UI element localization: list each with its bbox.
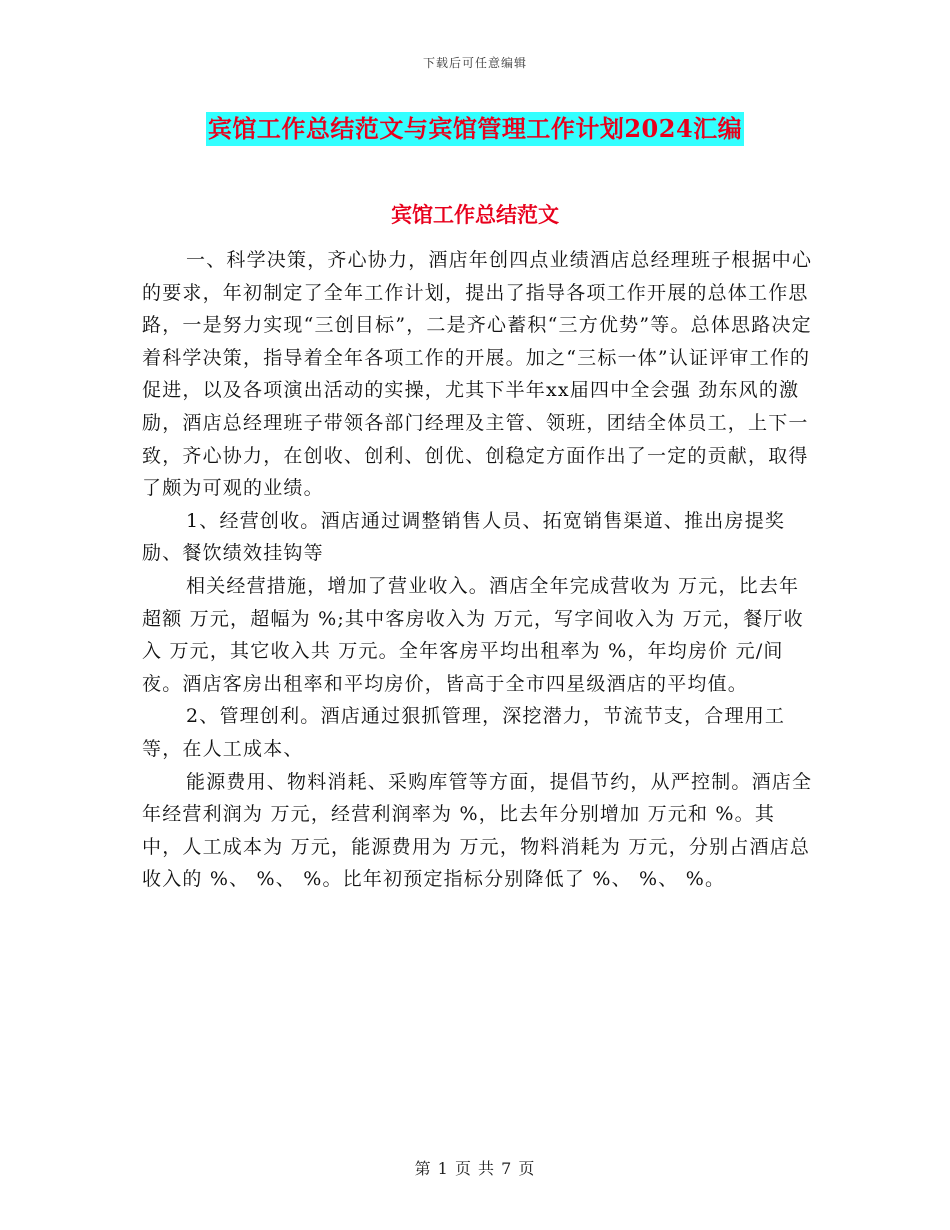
paragraph: 相关经营措施，增加了营业收入。酒店全年完成营收为 万元，比去年超额 万元，超幅为 %;其中客房收入为 万元，写字间收入为 万元，餐厅收入 万元，其它收入共 万元。全年客房平均出租率为 %，年均房价 元/间夜。酒店客房出租率和平均房价，皆高于全市四星级酒店的平均值。 [142, 574, 804, 695]
paragraph: 一、科学决策，齐心协力，酒店年创四点业绩酒店总经理班子根据中心的要求，年初制定了全年工作计划，提出了指导各项工作开展的总体工作思路，一是努力实现“三创目标”，二是齐心蓄积“三方优势”等。总体思路决定着科学决策，指导着全年各项工作的开展。加之“三标一体”认证评审工作的促进，以及各项演出活动的实操，尤其下半年xx届四中全会强 劲东风的激励，酒店总经理班子带领各部门经理及主管、领班，团结全体员工，上下一致，齐心协力，在创收、创利、创优、创稳定方面作出了一定的贡献，取得了颇为可观的业绩。 [142, 249, 813, 500]
document-title-container [0, 112, 950, 146]
page-footer [0, 1156, 950, 1179]
page-header-note: 下载后可任意编辑 [422, 56, 527, 70]
document-title: 宾馆工作总结范文与宾馆管理工作计划2024汇编 [206, 112, 744, 146]
paragraph: 2、管理创利。酒店通过狠抓管理，深挖潜力，节流节支，合理用工等，在人工成本、 [142, 705, 786, 760]
section-title: 宾馆工作总结范文 [391, 202, 559, 227]
document-body [142, 244, 814, 896]
paragraph: 1、经营创收。酒店通过调整销售人员、拓宽销售渠道、推出房提奖励、餐饮绩效挂钩等 [142, 509, 786, 565]
paragraph: 能源费用、物料消耗、采购库管等方面，提倡节约，从严控制。酒店全年经营利润为 万元，经营利润率为 %，比去年分别增加 万元和 %。其中，人工成本为 万元，能源费用为 万元，物料消耗为 万元，分别占酒店总收入的 %、 %、 %。比年初预定指标分别降低了 %、 %、 %。 [142, 770, 813, 891]
page-number-label: 第 1 页 共 7 页 [414, 1159, 536, 1178]
